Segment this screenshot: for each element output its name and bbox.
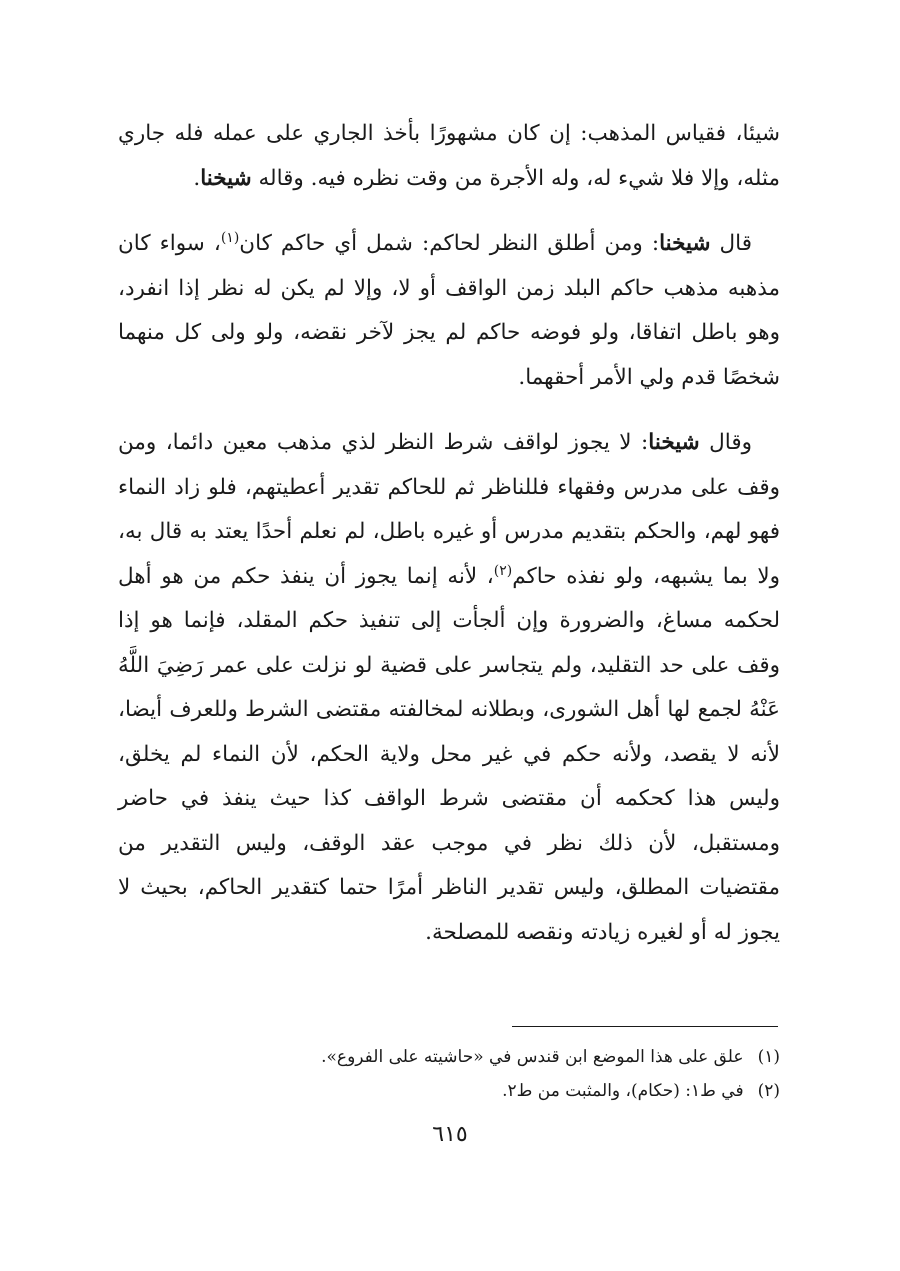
footnote-ref-2[interactable]: (٢) — [493, 562, 513, 579]
page-number: ٦١٥ — [432, 1122, 468, 1147]
shaykhuna-bold: شيخنا — [648, 430, 700, 455]
footnote-2 — [118, 1074, 780, 1108]
paragraph-1 — [118, 112, 780, 201]
paragraph-2 — [118, 222, 780, 400]
footnote-text: علق على هذا الموضع ابن قندس في «حاشيته على الفروع». — [321, 1047, 744, 1067]
paragraph-2-text-a: قال — [710, 231, 752, 256]
footnote-1 — [118, 1040, 780, 1074]
page-body — [118, 112, 780, 976]
paragraph-1-text-a: شيئا، فقياس المذهب: إن كان مشهورًا بأخذ الجاري على عمله فله جاري مثله، وإلا فلا شيء له، وله الأجرة من وقت نظره فيه. وقاله — [118, 121, 780, 191]
shaykhuna-bold: شيخنا — [659, 231, 711, 256]
paragraph-3-text-a: وقال — [699, 430, 752, 455]
paragraph-2-text-b: : ومن أطلق النظر لحاكم: شمل أي حاكم كان — [239, 231, 660, 256]
footnotes — [118, 1040, 780, 1108]
paragraph-3-text-c: ، لأنه إنما يجوز أن ينفذ حكم من هو أهل لحكمه مساغ، والضرورة وإن ألجأت إلى تنفيذ حكم المقلد، فإنما هو إذا وقف على حد التقليد، ولم يتجاسر على قضية لو نزلت على عمر رَضِيَ اللَّهُ عَنْهُ لجمع لها أهل الشورى، وبطلانه لمخالفته مقتضى الشرط وللعرف أيضا، لأنه لا يقصد، ولأنه حكم في غير محل ولاية الحكم، لأن النماء لم يخلق، وليس هذا كحكمه أن مقتضى شرط الواقف كذا حيث ينفذ في حاضر ومستقبل، لأن ذلك نظر في موجب عقد الوقف، وليس التقدير من مقتضيات المطلق، وليس تقدير الناظر أمرًا حتما كتقدير الحاكم، بحيث لا يجوز له أو لغيره زيادته ونقصه للمصلحة. — [118, 563, 780, 945]
paragraph-3 — [118, 421, 780, 955]
paragraph-2-text-c: ، سواء كان مذهبه مذهب حاكم البلد زمن الواقف أو لا، وإلا لم يكن له نظر إذا انفرد، وهو باطل اتفاقا، ولو فوضه حاكم لم يجز لآخر نقضه، ولو ولى كل منهما شخصًا قدم ولي الأمر أحقهما. — [118, 231, 780, 390]
footnote-number: (٢) — [757, 1081, 780, 1101]
footnote-divider — [512, 1026, 778, 1027]
paragraph-1-text-b: . — [193, 165, 201, 191]
footnote-text: في ط١: (حكام)، والمثبت من ط٢. — [502, 1081, 744, 1101]
shaykhuna-bold: شيخنا — [200, 165, 252, 191]
paragraph-3-text-b: : لا يجوز لواقف شرط النظر لذي مذهب معين دائما، ومن وقف على مدرس وفقهاء فللناظر ثم للحاكم تقدير أعطيتهم، فلو زاد النماء فهو لهم، والحكم بتقديم مدرس أو غيره باطل، لم نعلم أحدًا يعتد به قال به، ولا بما يشبهه، ولو نفذه حاكم — [118, 430, 780, 589]
footnote-ref-1[interactable]: (١) — [220, 229, 240, 246]
footnote-number: (١) — [757, 1047, 780, 1067]
